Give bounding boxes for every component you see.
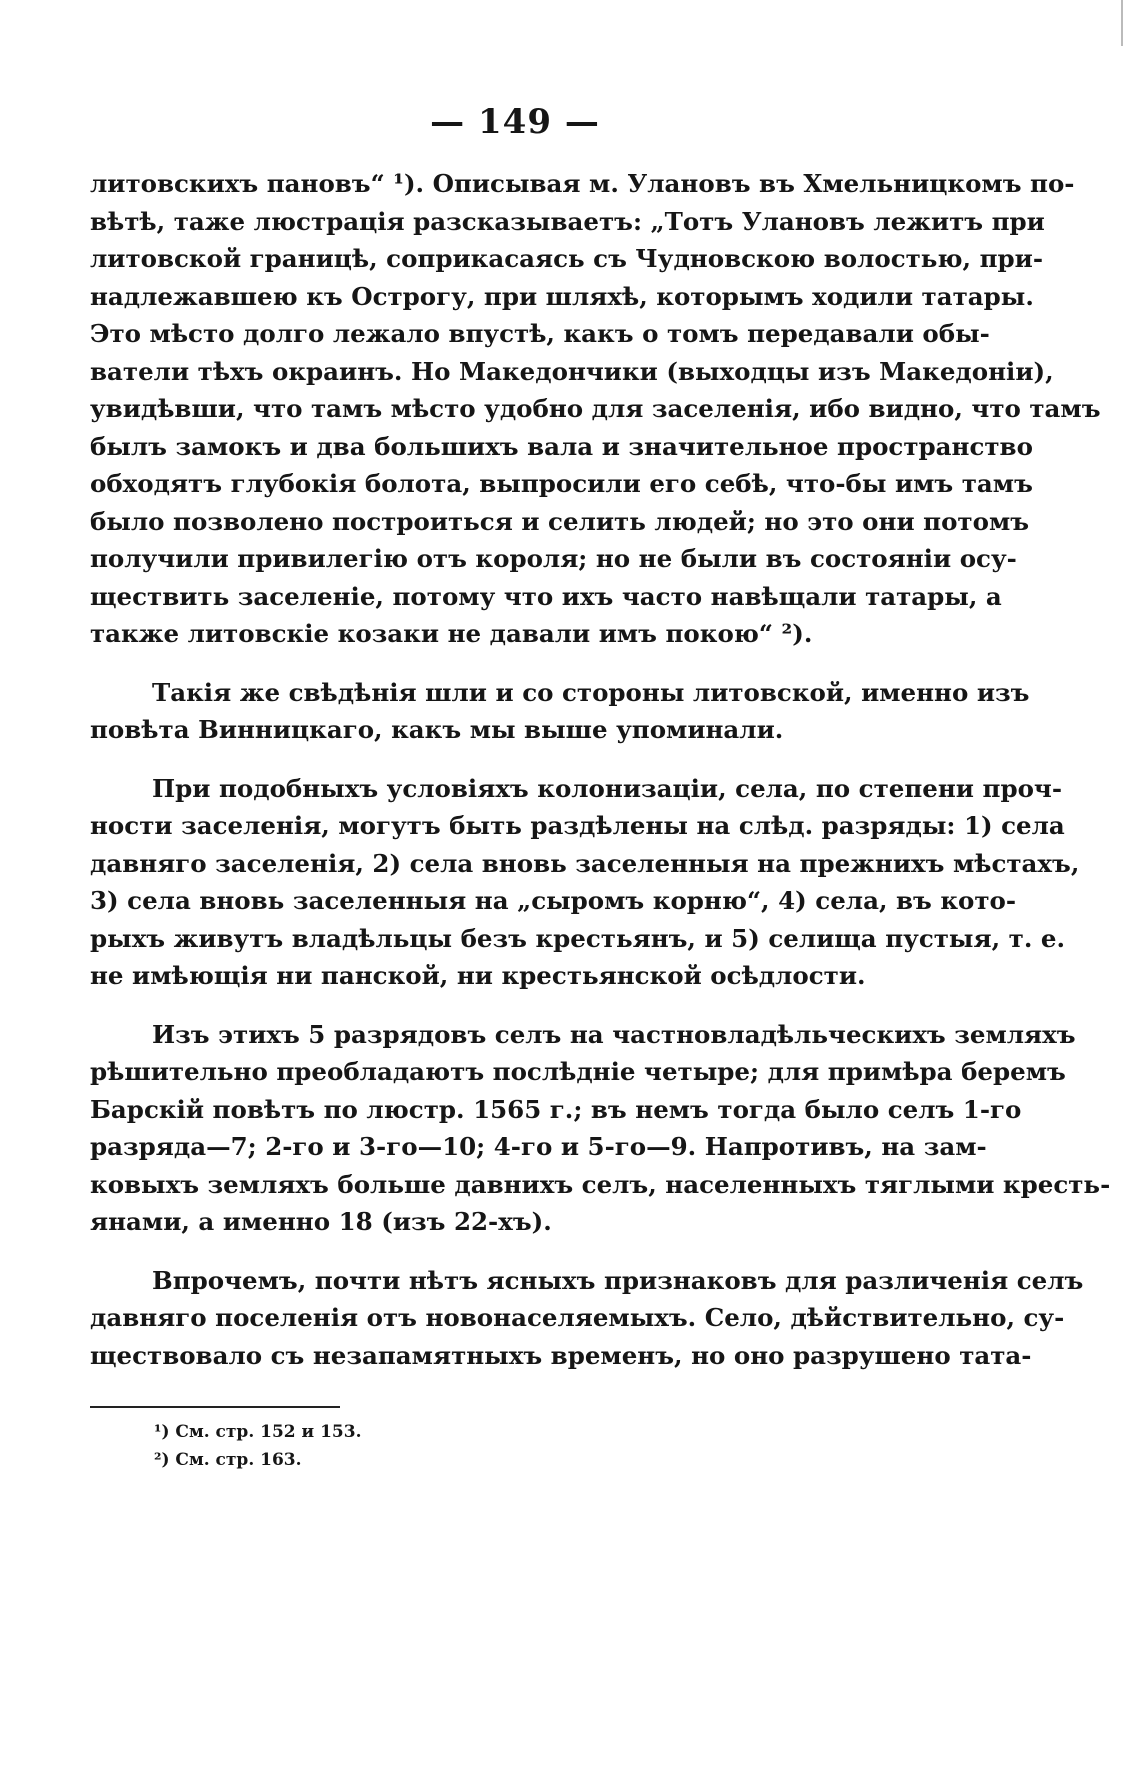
paragraph [90, 674, 1030, 749]
text-line: Барскій повѣтъ по люстр. 1565 г.; въ немъ тогда было селъ 1-го [90, 1094, 1022, 1124]
footnote: ²) См. стр. 163. [154, 1450, 302, 1470]
paragraph [90, 1016, 1111, 1241]
paragraph [90, 1262, 1084, 1375]
scan-edge-mark [1121, 0, 1123, 46]
text-line: литовской границѣ, соприкасаясь съ Чудновскою волостью, при- [90, 244, 1043, 273]
text-line: литовскихъ пановъ“ ¹). Описывая м. Улановъ въ Хмельницкомъ по- [90, 169, 1075, 198]
main-text [90, 165, 1111, 1374]
text-line: давняго заселенія, 2) села вновь заселенныя на прежнихъ мѣстахъ, [90, 848, 1080, 878]
text-line: рѣшительно преобладаютъ послѣдніе четыре; для примѣра беремъ [90, 1057, 1066, 1086]
text-line: вѣтѣ, таже люстрація разсказываетъ: „Тотъ Улановъ лежитъ при [90, 206, 1045, 236]
page-number: — 149 — [430, 102, 600, 142]
text-line: получили привилегію отъ короля; но не были въ состояніи осу- [90, 544, 1017, 573]
text-line: увидѣвши, что тамъ мѣсто удобно для заселенія, ибо видно, что тамъ [90, 394, 1101, 423]
text-line: ватели тѣхъ окраинъ. Но Македончики (выходцы изъ Македоніи), [90, 356, 1054, 386]
text-line: ковыхъ земляхъ больше давнихъ селъ, населенныхъ тяглыми кресть- [90, 1169, 1111, 1199]
text-line: было позволено построиться и селить людей; но это они потомъ [90, 506, 1030, 536]
text-line: Это мѣсто долго лежало впустѣ, какъ о томъ передавали обы- [90, 319, 990, 348]
text-line: ществовало съ незапамятныхъ временъ, но оно разрушено тата- [90, 1340, 1032, 1370]
text-line: также литовскіе козаки не давали имъ покою“ ²). [90, 619, 813, 648]
text-line: не имѣющія ни панской, ни крестьянской осѣдлости. [90, 961, 866, 990]
text-line: давняго поселенія отъ новонаселяемыхъ. Село, дѣйствительно, су- [90, 1303, 1065, 1332]
footnote-divider [90, 1406, 340, 1408]
paragraph [90, 770, 1080, 995]
text-line: 3) села вновь заселенныя на „сыромъ корню“, 4) села, въ кото- [90, 886, 1017, 915]
text-line: янами, а именно 18 (изъ 22-хъ). [90, 1207, 552, 1236]
text-line: ности заселенія, могутъ быть раздѣлены на слѣд. разряды: 1) села [90, 811, 1065, 840]
text-line: обходятъ глубокія болота, выпросили его себѣ, что-бы имъ тамъ [90, 469, 1033, 498]
text-line: былъ замокъ и два большихъ вала и значительное пространство [90, 431, 1033, 461]
paragraph [90, 165, 1101, 653]
text-line: разряда—7; 2-го и 3-го—10; 4-го и 5-го—9. Напротивъ, на зам- [90, 1132, 987, 1161]
text-line: ществить заселеніе, потому что ихъ часто навѣщали татары, а [90, 581, 1002, 611]
text-line: повѣта Винницкаго, какъ мы выше упоминали. [90, 715, 784, 744]
footnote: ¹) См. стр. 152 и 153. [154, 1422, 362, 1442]
text-line: рыхъ живутъ владѣльцы безъ крестьянъ, и 5) селища пустыя, т. е. [90, 923, 1065, 953]
text-line: При подобныхъ условіяхъ колонизаціи, села, по степени проч- [152, 773, 1063, 803]
footnotes [154, 1418, 654, 1474]
text-line: Впрочемъ, почти нѣтъ ясныхъ признаковъ для различенія селъ [152, 1265, 1084, 1295]
text-line: Изъ этихъ 5 разрядовъ селъ на частновладѣльческихъ земляхъ [152, 1019, 1076, 1049]
text-line: надлежавшею къ Острогу, при шляхѣ, которымъ ходили татары. [90, 281, 1034, 311]
text-line: Такія же свѣдѣнія шли и со стороны литовской, именно изъ [152, 677, 1030, 707]
